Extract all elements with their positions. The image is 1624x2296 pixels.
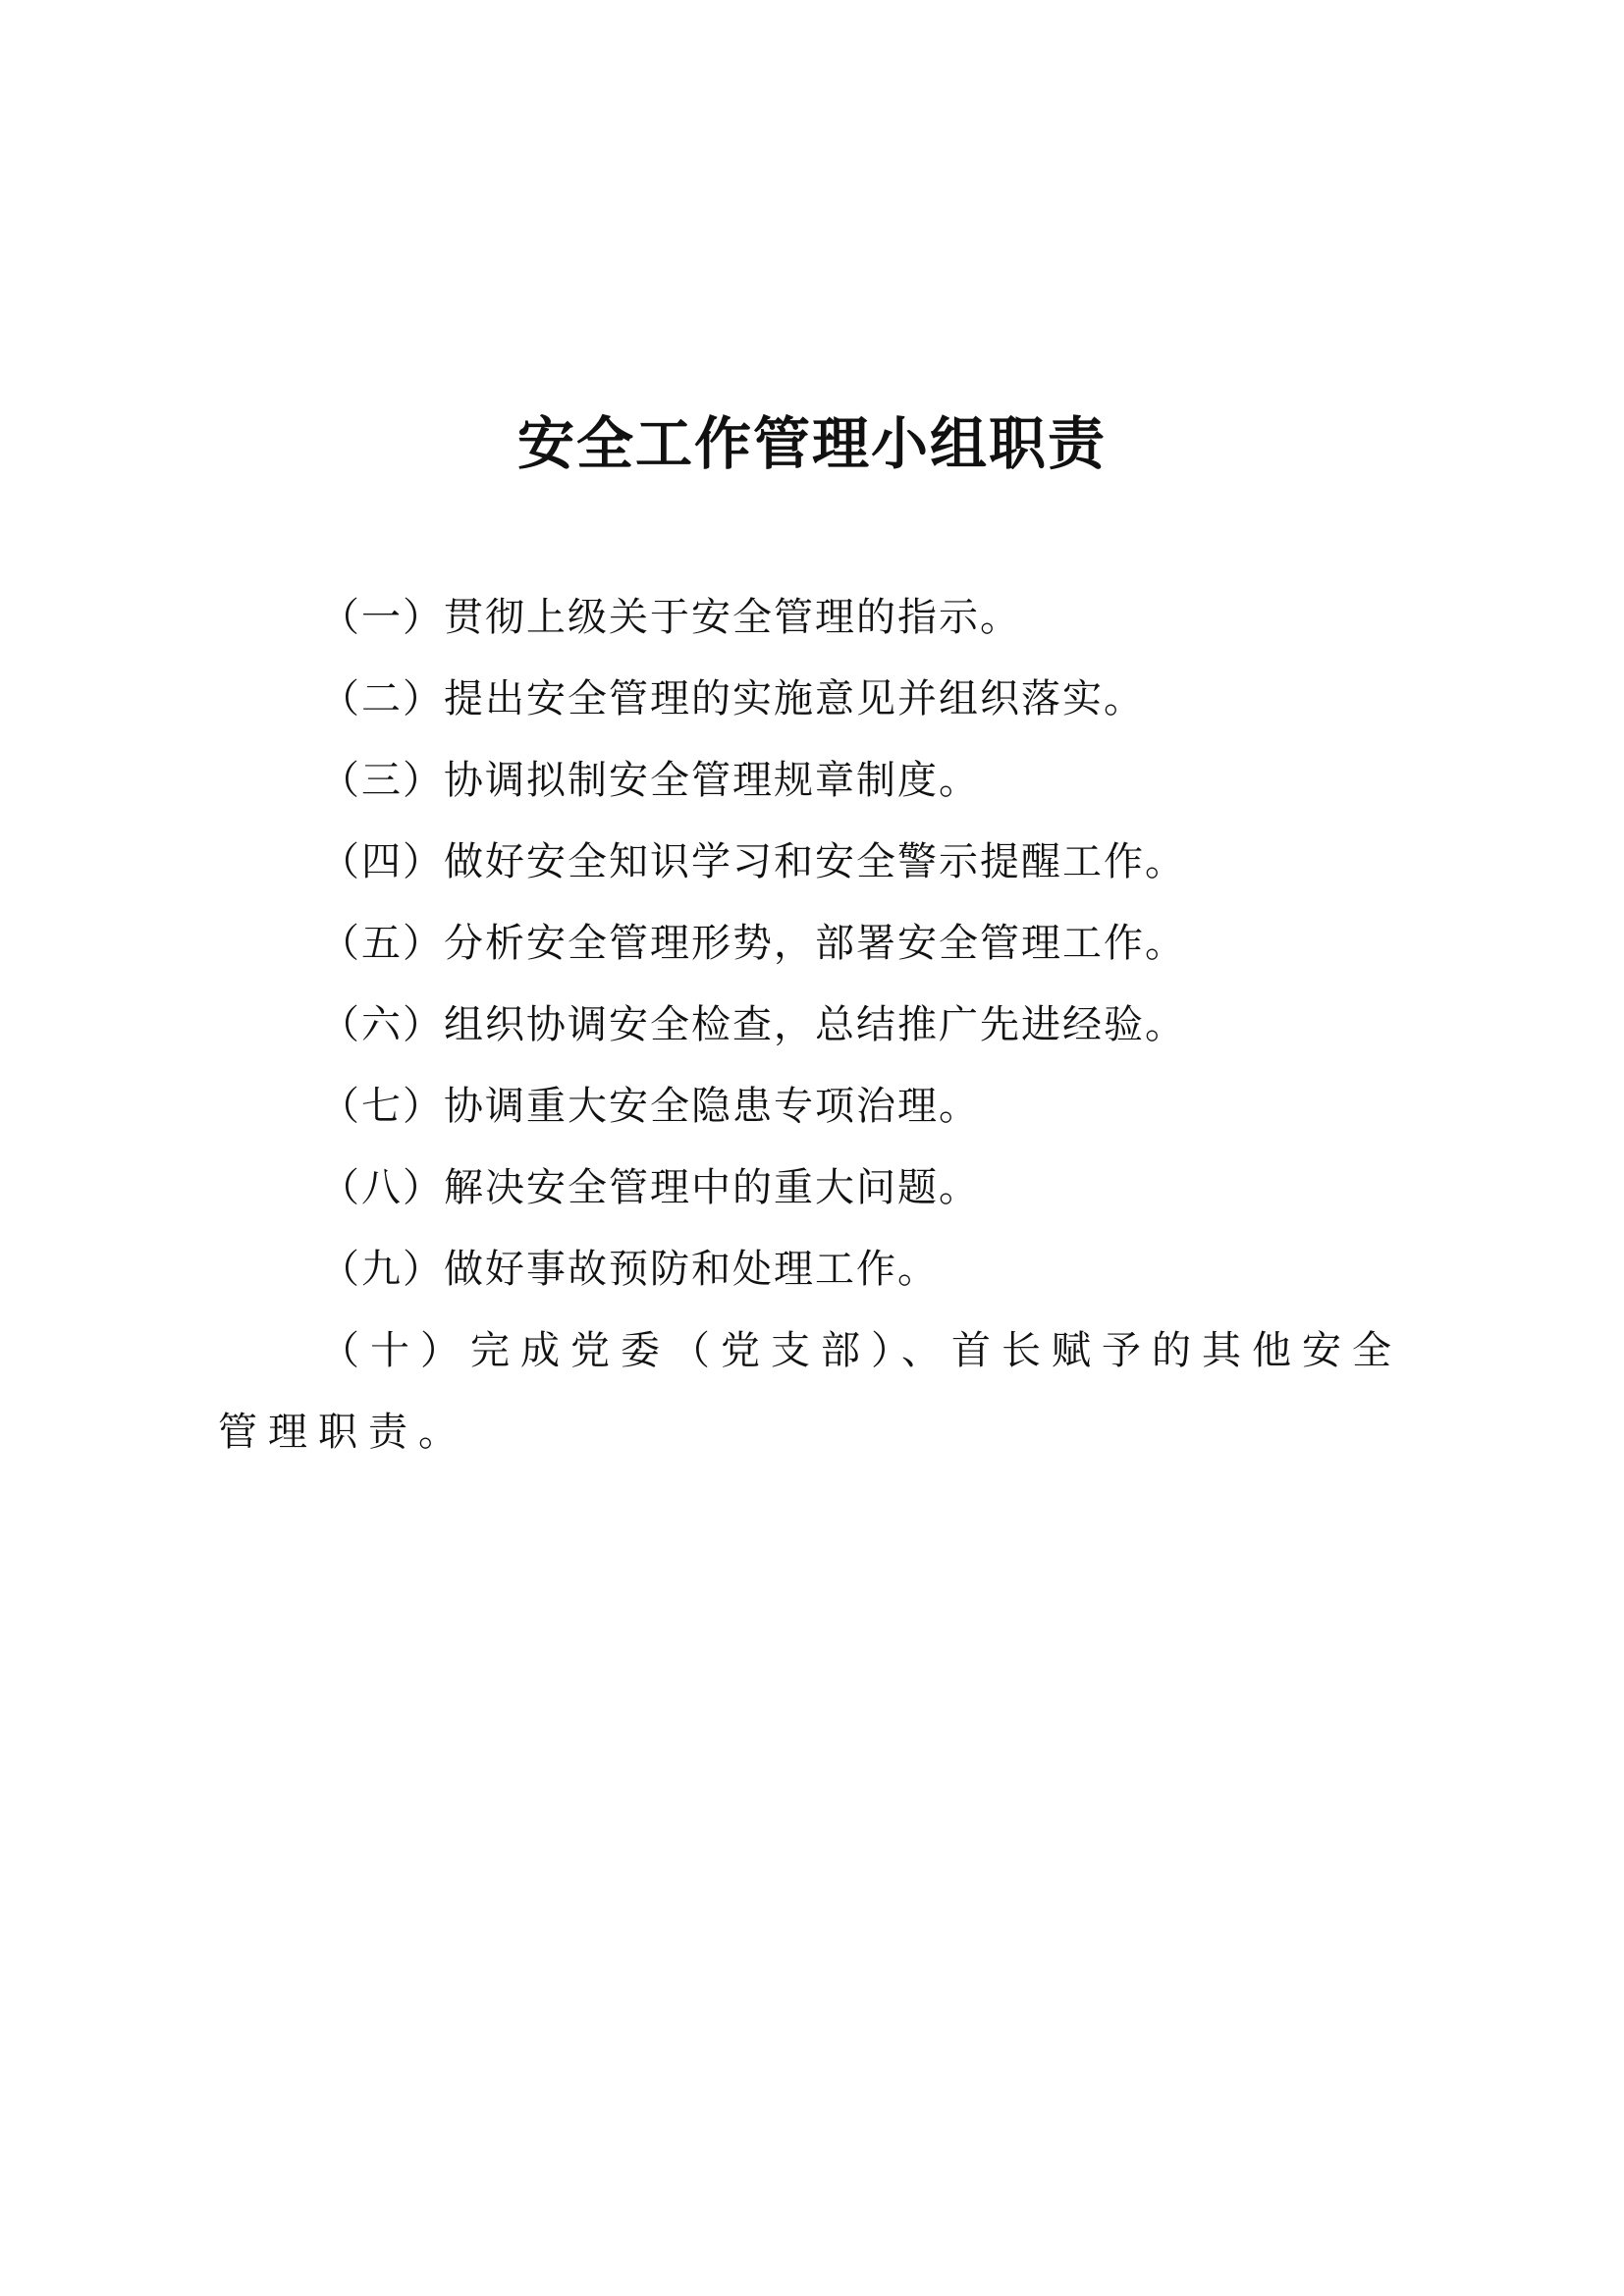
duty-item-8: （八）解决安全管理中的重大问题。 <box>320 1165 980 1210</box>
duty-list <box>218 577 1432 1473</box>
page-title: 安全工作管理小组职责 <box>516 410 1107 477</box>
duty-item-3: （三）协调拟制安全管理规章制度。 <box>320 758 980 803</box>
duty-item-6: （六）组织协调安全检查，总结推广先进经验。 <box>320 1002 1186 1047</box>
duty-item-4: （四）做好安全知识学习和安全警示提醒工作。 <box>320 839 1186 884</box>
duty-item-7: （七）协调重大安全隐患专项治理。 <box>320 1084 980 1129</box>
duty-item-10: （十）完成党委（党支部）、首长赋予的其他安全管理职责。 <box>218 1328 1402 1455</box>
duty-item-5: （五）分析安全管理形势，部署安全管理工作。 <box>320 921 1186 966</box>
duty-item-2: （二）提出安全管理的实施意见并组织落实。 <box>320 676 1145 721</box>
duty-item-1: （一）贯彻上级关于安全管理的指示。 <box>320 595 1021 640</box>
duty-item-9: （九）做好事故预防和处理工作。 <box>320 1247 939 1292</box>
